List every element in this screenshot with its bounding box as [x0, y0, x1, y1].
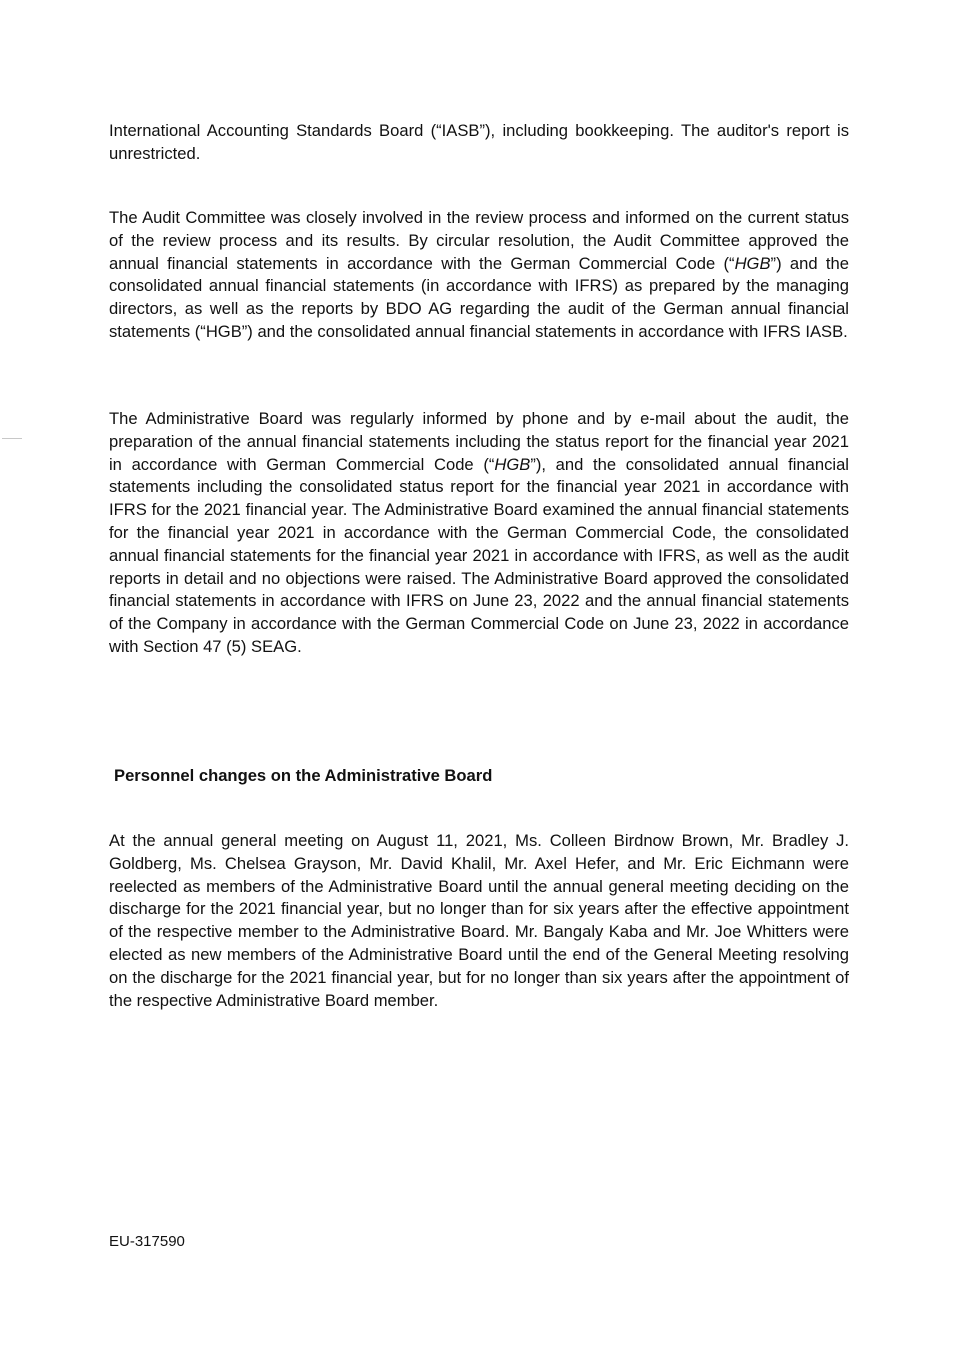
- paragraph-personnel-changes: At the annual general meeting on August 11, 2021, Ms. Colleen Birdnow Brown, Mr. Bradley J. Goldberg, Ms. Chelsea Grayson, Mr. David Khalil, Mr. Axel Hefer, and Mr. Eric Eichmann were reelected as members of the Administrative Board until the annual general meeting deciding on the discharge for the 2021 financial year, but no longer than for six years after the effective appointment of the respective member to the Administrative Board. Mr. Bangaly Kaba and Mr. Joe Whitters were elected as new members of the Administrative Board until the end of the General Meeting resolving on the discharge for the 2021 financial year, but for no longer than six years after the appointment of the respective Administrative Board member.: [109, 831, 849, 1010]
- document-footer-id: EU-317590: [109, 1233, 185, 1250]
- paragraph-text: The Audit Committee was closely involved in the review process and informed on the current status of the review process and its results. By circular resolution, the Audit Committee approved the annual financial statements in accordance with the German Commercial Code (“: [109, 208, 849, 273]
- paragraph-audit-committee: [109, 207, 849, 344]
- paragraph-text: The Administrative Board was regularly informed by phone and by e-mail about the audit, the preparation of the annual financial statements including the status report for the financial year 2021 in accordance with German Commercial Code (“: [109, 409, 849, 474]
- paragraph-text: ”), and the consolidated annual financial statements including the consolidated status report for the financial year 2021 in accordance with IFRS for the 2021 financial year. The Administrative Board examined the annual financial statements for the financial year 2021 in accordance with the German Commercial Code, the consolidated annual financial statements for the financial year 2021 in accordance with IFRS, as well as the audit reports in detail and no objections were raised. The Administrative Board approved the consolidated financial statements in accordance with IFRS on June 23, 2022 and the annual financial statements of the Company in accordance with the German Commercial Code on June 23, 2022 in accordance with Section 47 (5) SEAG.: [109, 454, 849, 656]
- paragraph-text: ”) and the consolidated annual financial statements (in accordance with IFRS) as prepared by the managing directors, as well as the reports by BDO AG regarding the audit of the German annual financial statements (“HGB”) and the consolidated annual financial statements in accordance with IFRS IASB.: [109, 253, 849, 341]
- section-heading: Personnel changes on the Administrative Board: [114, 766, 493, 785]
- hgb-emphasis: HGB: [734, 253, 771, 273]
- paragraph-administrative-board-review: [109, 408, 849, 659]
- margin-mark: [2, 438, 22, 439]
- hgb-emphasis: HGB: [494, 454, 531, 474]
- paragraph-auditor-report: International Accounting Standards Board (“IASB”), including bookkeeping. The auditor's report is unrestricted.: [109, 121, 849, 163]
